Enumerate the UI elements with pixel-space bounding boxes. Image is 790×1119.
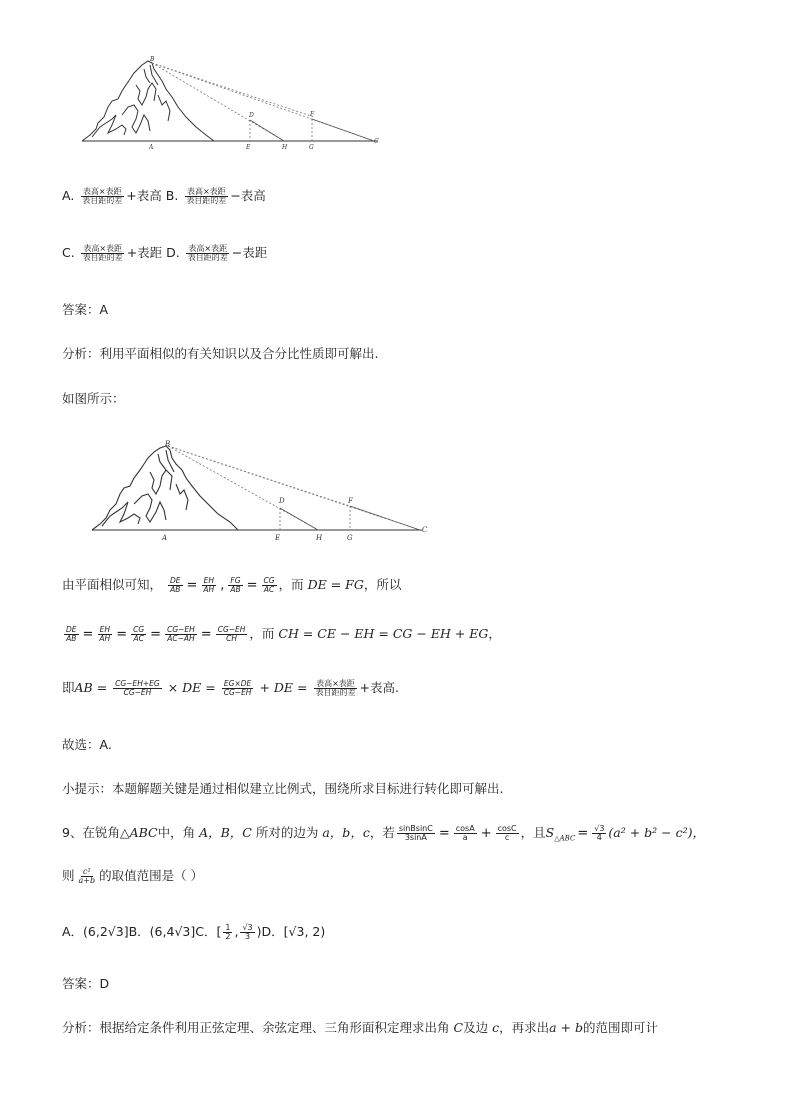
option-row-ab: A. $\frac{\text{表高×表距}}{\text{表目距的差}}$ +表高 B. $\frac{\text{表高×表距}}{\text{表目距的差}}$ −表高 bbox=[62, 186, 266, 205]
question-9-stem: 9、在锐角△ABC中，角 A，B，C 所对的边为 a，b，c，若 $\frac{\text{sinBsinC}}{3\sin A}$ = $\frac{\cos A}{a}$ + $\frac{\cos C}{c}$ ，且$S_{\triangle ABC}$ = $\frac{√3}{4}$ (a² + b² − c²)， bbox=[62, 823, 705, 843]
label-G-2: G bbox=[347, 534, 353, 542]
tip-text: 小提示：本题解题关键是通过相似建立比例式，围绕所求目标进行转化即可解出. bbox=[62, 781, 504, 796]
label-F: F bbox=[310, 111, 315, 118]
option-c-letter: C. bbox=[62, 245, 75, 260]
q9-option-a: A．(6,2√3] bbox=[62, 924, 129, 939]
question-9-line2: 则 $\frac{\text{c²}}{a+b}$ 的取值范围是（ ） bbox=[62, 866, 204, 885]
option-a-fraction: $\frac{\text{表高×表距}}{\text{表目距的差}}$ bbox=[82, 186, 123, 205]
analysis-q9: 分析：根据给定条件利用正弦定理、余弦定理、三角形面积定理求出角 C及边 c，再求出a + b的范围即可计 bbox=[62, 1020, 658, 1035]
label-C-2: C bbox=[422, 526, 428, 534]
option-d-letter: D. bbox=[166, 245, 180, 260]
analysis-q8: 分析：利用平面相似的有关知识以及合分比性质即可解出. bbox=[62, 346, 379, 361]
label-E-2: E bbox=[275, 534, 281, 542]
label-A: A bbox=[149, 144, 154, 151]
label-E: E bbox=[246, 144, 251, 151]
label-F-2: F bbox=[348, 497, 353, 505]
ab-result-line: 即AB = $\frac{CG-EH+EG}{CG-EH}$ × DE = $\frac{EG\times DE}{CG-EH}$ + DE = $\frac{\text{表高×表距}}{\text{表目距的差}}$ +表高. bbox=[62, 678, 399, 697]
label-B: B bbox=[150, 56, 155, 63]
option-b-fraction: $\frac{\text{表高×表距}}{\text{表目距的差}}$ bbox=[186, 186, 227, 205]
as-shown-label: 如图所示： bbox=[62, 391, 125, 406]
frac-de-ab: $\frac{DE}{AB}$ bbox=[170, 576, 181, 594]
frac-fg-ab: $\frac{FG}{AB}$ bbox=[230, 576, 241, 594]
label-C: C bbox=[374, 138, 379, 145]
label-D-2: D bbox=[279, 497, 285, 505]
mountain-figure-top bbox=[78, 55, 388, 155]
label-H: H bbox=[282, 144, 288, 151]
mountain-figure-bottom bbox=[86, 440, 436, 545]
choose-answer: 故选：A. bbox=[62, 737, 112, 752]
answer-q9: 答案：D bbox=[62, 976, 110, 991]
similar-line: 由平面相似可知， $\frac{DE}{AB}$ = $\frac{EH}{AH}$ , $\frac{FG}{AB}$ = $\frac{CG}{AC}$ ，而 DE = FG，所以 bbox=[62, 576, 402, 594]
option-a-letter: A. bbox=[62, 188, 75, 203]
ratio-chain-line: $\frac{DE}{AB}$ = $\frac{EH}{AH}$ = $\frac{CG}{AC}$ = $\frac{CG-EH}{AC-AH}$ = $\frac{CG-EH}{CH}$ ，而 CH = CE − EH = CG − EH + EG， bbox=[66, 625, 501, 643]
label-H-2: H bbox=[316, 534, 323, 542]
q9-options: A．(6,2√3]B．(6,4√3]C．[ $\frac{1}{2}$ , $\frac{√3}{3}$ )D．[√3, 2) bbox=[62, 922, 326, 941]
label-A-2: A bbox=[162, 534, 168, 542]
frac-eh-ah: $\frac{EH}{AH}$ bbox=[203, 576, 215, 594]
label-B-2: B bbox=[165, 440, 171, 448]
option-row-cd: C. $\frac{\text{表高×表距}}{\text{表目距的差}}$ +表距 D. $\frac{\text{表高×表距}}{\text{表目距的差}}$ −表距 bbox=[62, 243, 268, 262]
option-c-fraction: $\frac{\text{表高×表距}}{\text{表目距的差}}$ bbox=[82, 243, 123, 262]
q9-option-d: D．[√3, 2) bbox=[261, 924, 326, 939]
answer-q8: 答案：A bbox=[62, 302, 109, 317]
q9-option-c-letter: C． bbox=[195, 924, 217, 939]
label-G: G bbox=[309, 144, 314, 151]
option-d-fraction: $\frac{\text{表高×表距}}{\text{表目距的差}}$ bbox=[187, 243, 228, 262]
frac-cg-ac: $\frac{CG}{AC}$ bbox=[263, 576, 275, 594]
option-b-letter: B. bbox=[165, 188, 179, 203]
q9-option-b: B．(6,4√3] bbox=[128, 924, 196, 939]
label-D: D bbox=[249, 112, 254, 119]
